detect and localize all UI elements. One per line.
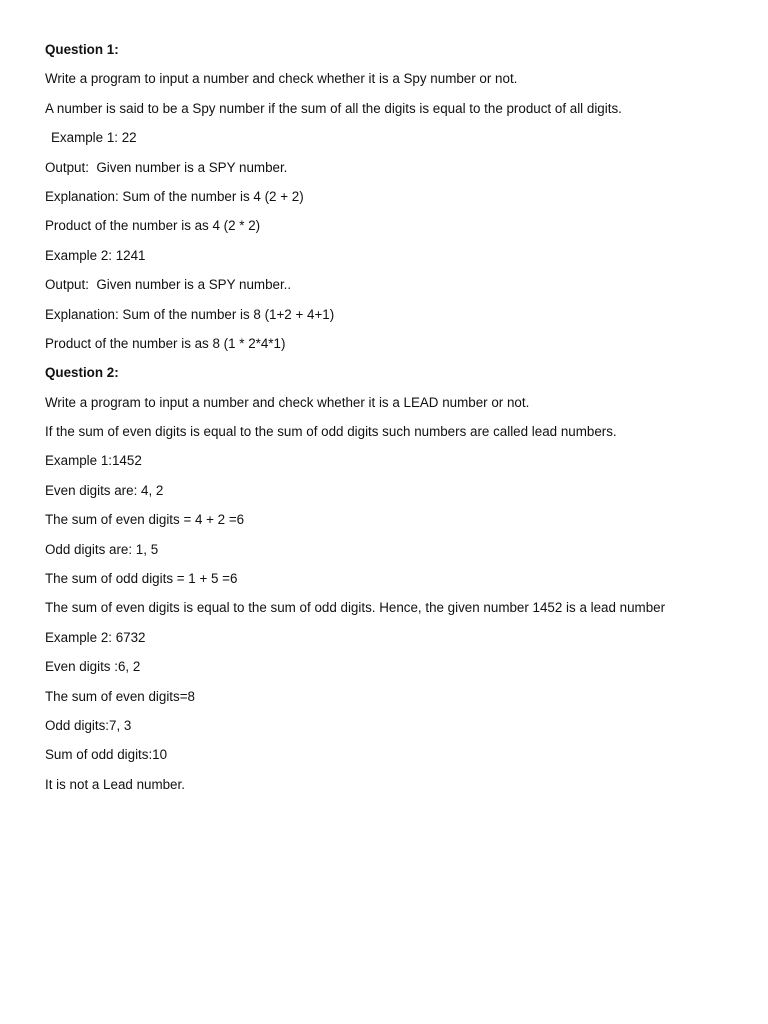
question-1-prompt: Write a program to input a number and check whether it is a Spy number or not. (45, 71, 518, 87)
lead-example-2-odd-digits: Odd digits:7, 3 (45, 717, 132, 733)
lead-example-1: Example 1:1452 (45, 453, 142, 469)
spy-example-2: Example 2: 1241 (45, 247, 146, 263)
spy-example-2-product: Product of the number is as 8 (1 * 2*4*1) (45, 335, 286, 351)
lead-number-definition: If the sum of even digits is equal to the sum of odd digits such numbers are called lead numbers. (45, 424, 617, 440)
spy-example-2-explanation: Explanation: Sum of the number is 8 (1+2 + 4+1) (45, 306, 335, 322)
question-2-prompt: Write a program to input a number and check whether it is a LEAD number or not. (45, 394, 530, 410)
spy-example-1-output: Output: Given number is a SPY number. (45, 159, 288, 175)
lead-example-1-even-sum: The sum of even digits = 4 + 2 =6 (45, 512, 245, 528)
spy-number-definition: A number is said to be a Spy number if the sum of all the digits is equal to the product of all digits. (45, 100, 622, 116)
lead-example-1-conclusion: The sum of even digits is equal to the sum of odd digits. Hence, the given number 1452 is a lead number (45, 600, 666, 616)
question-1-heading: Question 1: (45, 42, 119, 57)
lead-example-2: Example 2: 6732 (45, 629, 146, 645)
lead-example-1-even-digits: Even digits are: 4, 2 (45, 482, 164, 498)
lead-example-2-conclusion: It is not a Lead number. (45, 776, 185, 792)
lead-example-2-even-sum: The sum of even digits=8 (45, 688, 195, 704)
spy-example-2-output: Output: Given number is a SPY number.. (45, 277, 292, 293)
spy-example-1: Example 1: 22 (51, 130, 137, 146)
lead-example-2-even-digits: Even digits :6, 2 (45, 659, 141, 675)
document-page (45, 40, 745, 804)
spy-example-1-explanation: Explanation: Sum of the number is 4 (2 + 2) (45, 188, 304, 204)
question-2-heading: Question 2: (45, 365, 119, 381)
spy-example-1-product: Product of the number is as 4 (2 * 2) (45, 218, 261, 234)
lead-example-2-odd-sum: Sum of odd digits:10 (45, 747, 168, 763)
lead-example-1-odd-digits: Odd digits are: 1, 5 (45, 541, 159, 557)
lead-example-1-odd-sum: The sum of odd digits = 1 + 5 =6 (45, 571, 238, 587)
